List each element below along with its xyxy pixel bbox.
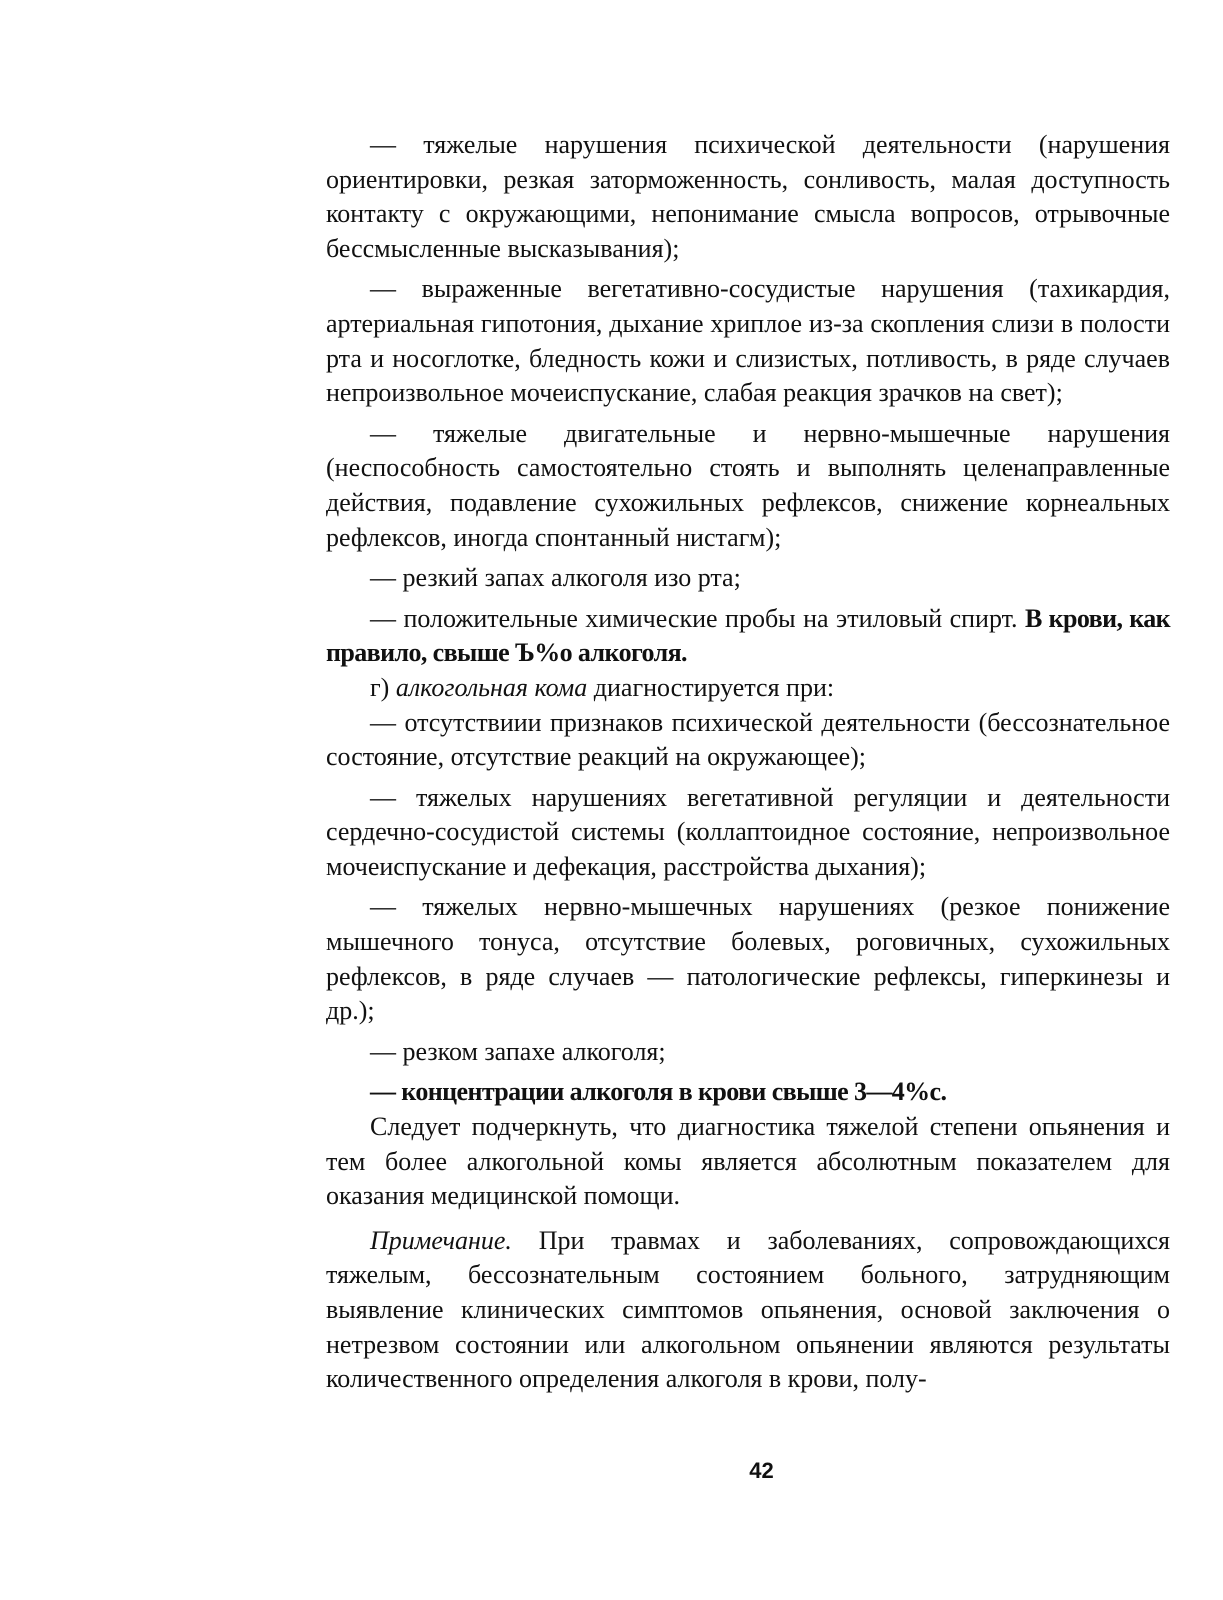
list-item-vegetative-regulation: — тяжелых нарушениях вегетативной регуляции и деятельности сердечно-сосудистой системы (коллаптоидное состояние, непроизвольное мочеиспускание и дефекация, расстройства дыхания); bbox=[326, 782, 1170, 881]
list-item-vegetative-disorders: — выраженные вегетативно-сосудистые нарушения (тахикардия, артериальная гипотония, дыхание хриплое из-за скопления слизи в полости рта и носоглотке, бледность кожи и слизистых, потливость, в ряде случаев непроизвольное мочеиспускание, слабая реакция зрачков на свет); bbox=[326, 274, 1170, 408]
page-number: 42 bbox=[749, 1458, 774, 1483]
list-item-blood-concentration bbox=[326, 1075, 1170, 1110]
coma-heading-text: диагностируется при: bbox=[587, 672, 835, 702]
blood-alcohol-note: В крови, как правило, свыше Ъ%о алкоголя. bbox=[326, 603, 1170, 668]
coma-term: алкогольная кома bbox=[395, 672, 588, 702]
coma-heading bbox=[326, 671, 1170, 706]
note-text: При травмах и заболеваниях, сопровождающихся тяжелым, бессознательным состоянием больного, затрудняющим выявление клинических симптомов опьянения, основой заключения о нетрезвом состоянии или алкогольном опьянении являются результаты количественного определения алкоголя в крови, полу- bbox=[326, 1225, 1170, 1394]
coma-heading-prefix: г) bbox=[370, 672, 396, 702]
blood-concentration-text: — концентрации алкоголя в крови свыше 3—4%с. bbox=[370, 1077, 947, 1107]
note-label: Примечание. bbox=[370, 1225, 512, 1255]
list-item-motor-disorders: — тяжелые двигательные и нервно-мышечные нарушения (неспособность самостоятельно стоять и выполнять целенаправленные действия, подавление сухожильных рефлексов, снижение корнеальных рефлексов, иногда спонтанный нистагм); bbox=[326, 418, 1170, 552]
note-paragraph bbox=[326, 1224, 1170, 1397]
list-item-chemical-tests bbox=[326, 602, 1170, 671]
list-item-no-mental-activity: — отсутствиии признаков психической деятельности (бессознательное состояние, отсутствие реакций на окружающее); bbox=[326, 707, 1170, 772]
chemical-tests-text: — положительные химические пробы на этиловый спирт. bbox=[370, 603, 1026, 633]
body-text bbox=[326, 128, 1170, 1397]
list-item-alcohol-smell-coma: — резком запахе алкоголя; bbox=[370, 1036, 666, 1066]
list-item-mental-disorders: — тяжелые нарушения психической деятельности (нарушения ориентировки, резкая заторможенность, сонливость, малая доступность контакту с окружающими, непонимание смысла вопросов, отрывочные бессмысленные высказывания); bbox=[326, 130, 1170, 263]
list-item-neuromuscular: — тяжелых нервно-мышечных нарушениях (резкое понижение мышечного тонуса, отсутствие болевых, роговичных, сухожильных рефлексов, в ряде случаев — патологические рефлексы, гиперкинезы и др.); bbox=[326, 892, 1170, 1026]
conclusion-paragraph: Следует подчеркнуть, что диагностика тяжелой степени опьянения и тем более алкогольной комы является абсолютным показателем для оказания медицинской помощи. bbox=[326, 1112, 1170, 1211]
list-item-alcohol-smell: — резкий запах алкоголя изо рта; bbox=[370, 563, 741, 593]
